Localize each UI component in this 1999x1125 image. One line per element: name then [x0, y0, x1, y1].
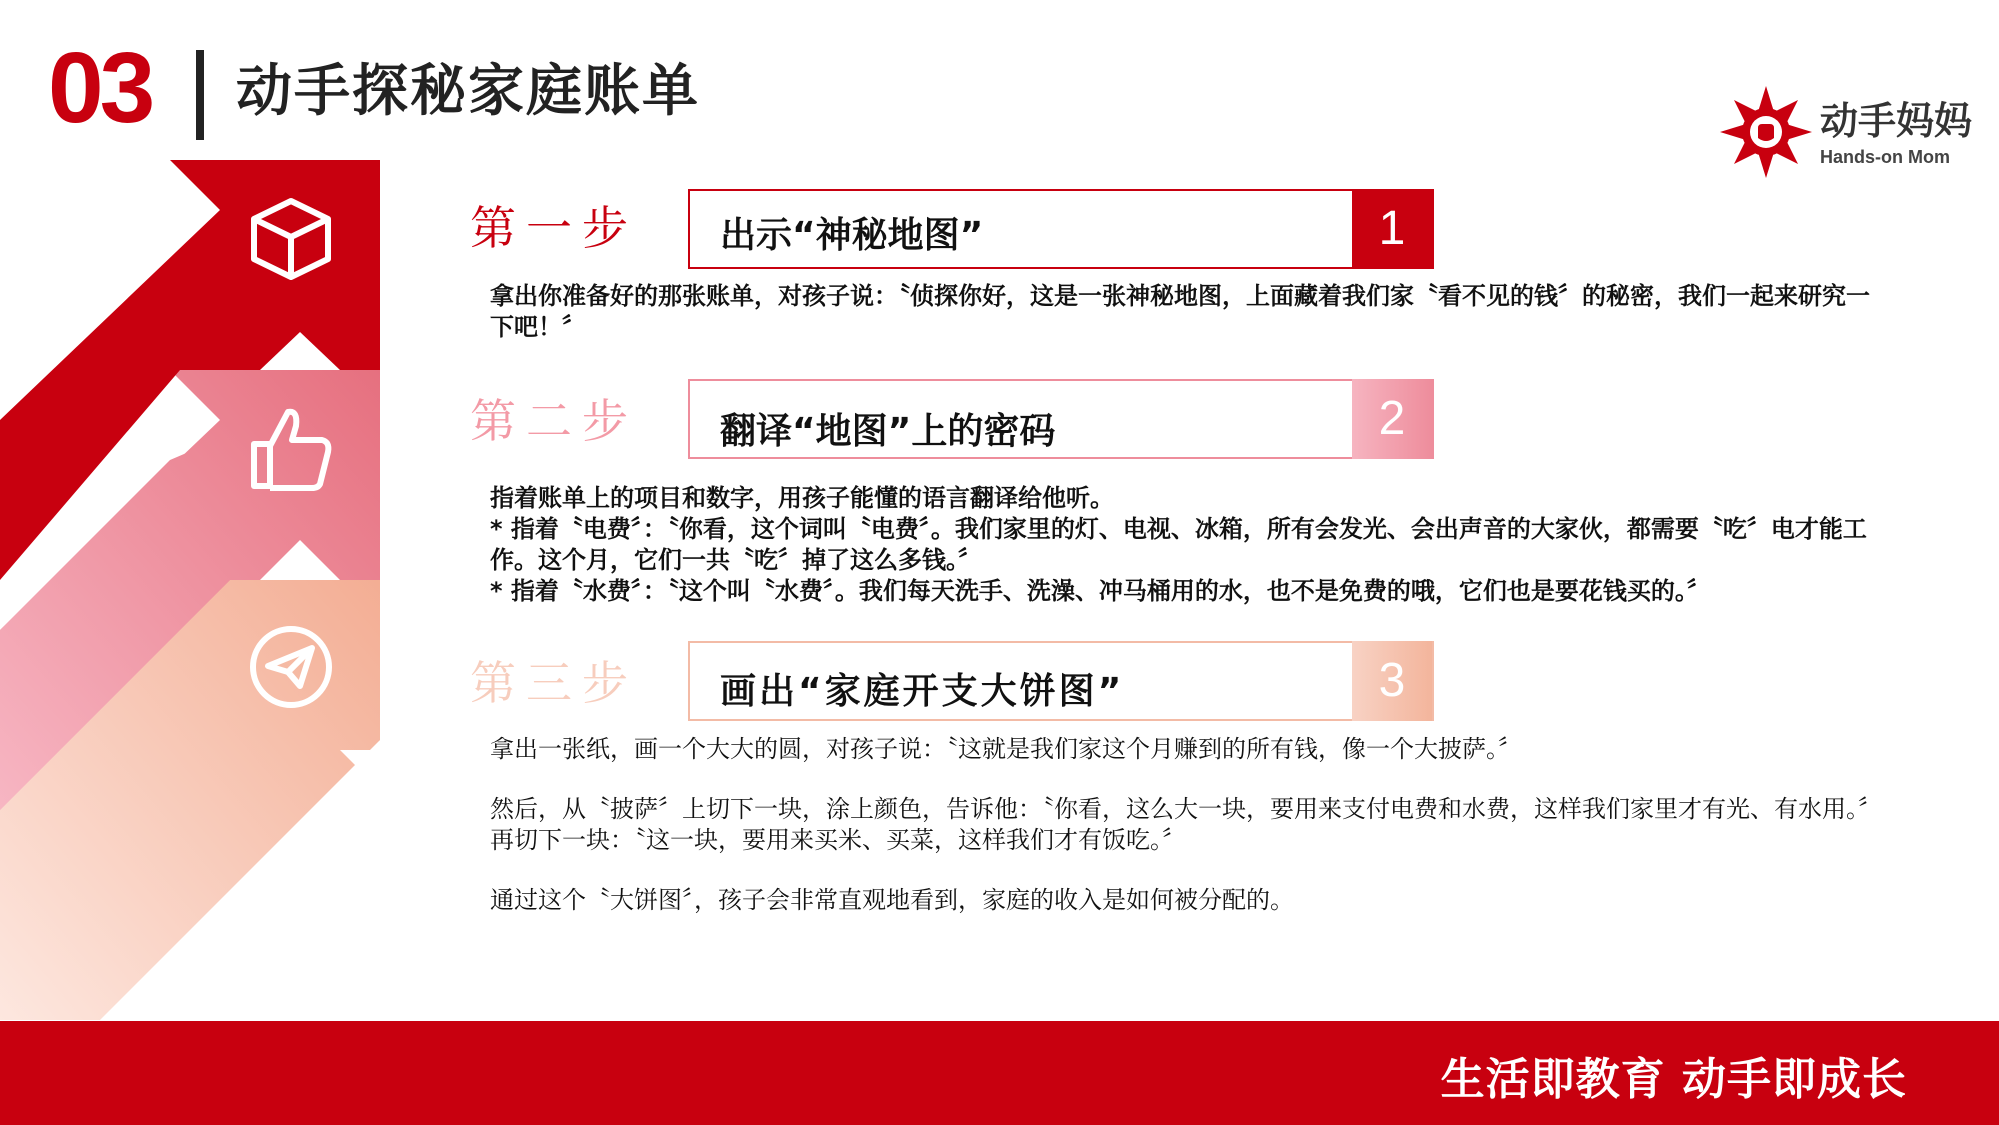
logo-subtitle: Hands-on Mom: [1820, 147, 1950, 167]
step-3-label: 第三步: [470, 656, 638, 710]
step-2-paragraph-1: 指着账单上的项目和数字，用孩子能懂的语言翻译给他听。: [490, 484, 1114, 512]
step-3-text: [490, 734, 1880, 916]
step-3-title: 画出“家庭开支大饼图”: [720, 671, 1125, 712]
step-1-title: 出示“神秘地图”: [720, 215, 984, 256]
title-divider: [196, 50, 204, 140]
footer-slogan: 生活即教育 动手即成长: [1440, 1054, 1907, 1105]
logo-name: 动手妈妈: [1820, 99, 1973, 143]
step-2-title: 翻译“地图”上的密码: [720, 411, 1056, 452]
step-3-paragraph-2: 然后，从〝披萨〞上切下一块，涂上颜色，告诉他：〝你看，这么大一块，要用来支付电费和水费，这样我们家里才有光、有水用。〞再切下一块：〝这一块，要用来买米、买菜，这样我们才有饭吃。〞: [490, 795, 1870, 854]
step-1-label: 第一步: [470, 201, 638, 255]
paper-plane-icon: [248, 624, 334, 710]
section-number: 03: [48, 32, 152, 144]
step-1-number: 1: [1352, 189, 1432, 269]
cube-icon: [248, 196, 334, 282]
step-1-title-box: [688, 189, 1434, 269]
step-2-label: 第二步: [470, 394, 638, 448]
chevron-decoration: [0, 160, 390, 1020]
brand-logo: [1718, 84, 1978, 184]
step-3-number: 3: [1352, 641, 1432, 721]
step-2-title-box: [688, 379, 1434, 459]
thumbs-up-icon: [248, 404, 334, 494]
step-1-text: [490, 281, 1880, 343]
step-3-paragraph-3: 通过这个〝大饼图〞，孩子会非常直观地看到，家庭的收入是如何被分配的。: [490, 886, 1294, 914]
step-2-number: 2: [1352, 379, 1432, 459]
page-title: 动手探秘家庭账单: [236, 59, 700, 124]
step-2-text: [490, 483, 1880, 607]
step-2-paragraph-2: * 指着〝电费〞：〝你看，这个词叫〝电费〞。我们家里的灯、电视、冰箱，所有会发光、会出声音的大家伙，都需要〝吃〞电才能工作。这个月，它们一共〝吃〞掉了这么多钱。〞: [490, 515, 1867, 574]
step-3-paragraph-1: 拿出一张纸，画一个大大的圆，对孩子说：〝这就是我们家这个月赚到的所有钱，像一个大披萨。〞: [490, 735, 1522, 763]
step-1-paragraph: 拿出你准备好的那张账单，对孩子说：〝侦探你好，这是一张神秘地图，上面藏着我们家〝看不见的钱〞的秘密，我们一起来研究一下吧！〞: [490, 282, 1870, 341]
footer-band: [0, 1021, 1999, 1125]
step-3-title-box: [688, 641, 1434, 721]
step-2-paragraph-3: * 指着〝水费〞：〝这个叫〝水费〞。我们每天洗手、洗澡、冲马桶用的水，也不是免费的哦，它们也是要花钱买的。〞: [490, 577, 1711, 605]
sun-hand-emblem-icon: [1718, 84, 1814, 180]
